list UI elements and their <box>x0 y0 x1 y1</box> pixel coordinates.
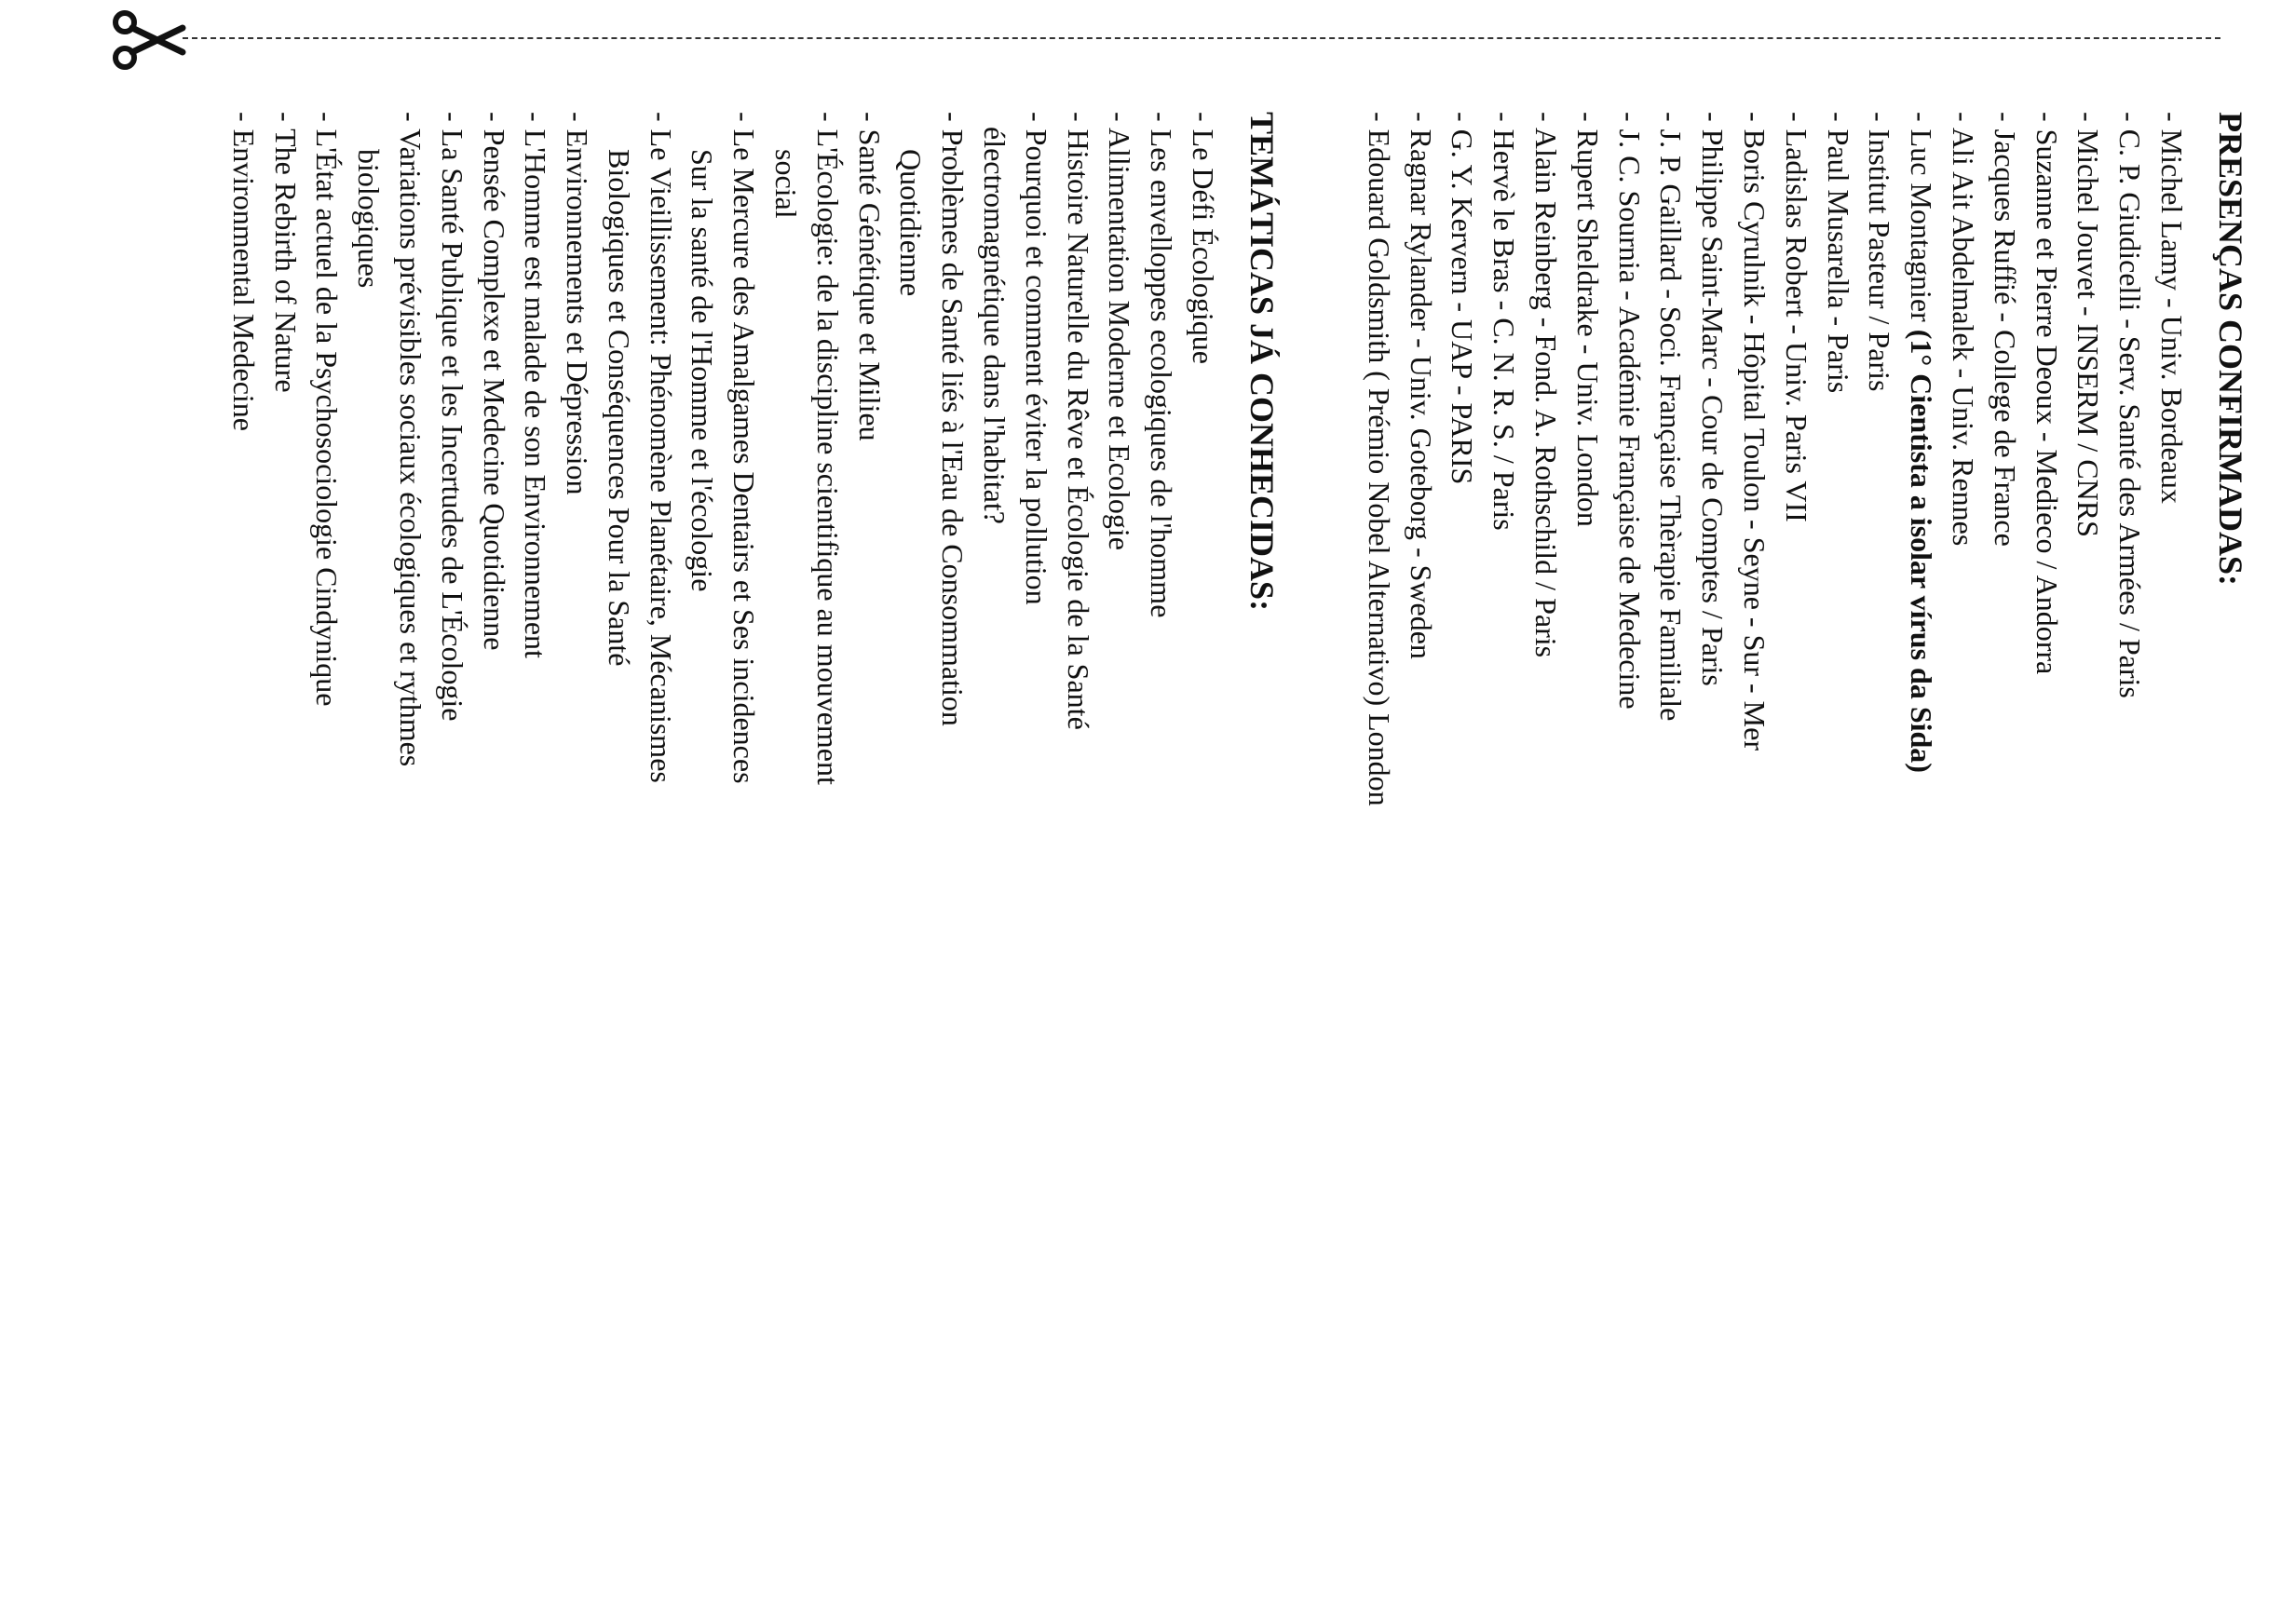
list-item: - Alain Reinberg - Fond. A. Rothschild / Paris <box>1529 112 1564 658</box>
list-item: - J. C. Sournia - Académie Française de Medecine <box>1612 112 1647 710</box>
scissors-icon <box>112 7 186 73</box>
section-gap <box>1285 112 1358 1564</box>
list-item: électromagnétique dans l'habitat? <box>978 112 1012 524</box>
list-item: - Paul Musarella - Paris <box>1821 112 1855 394</box>
tematicas-list <box>223 112 1224 1564</box>
list-item: - The Rebirth of Nature <box>268 112 303 393</box>
list-item: - Rupert Sheldrake - Univ. London <box>1570 112 1605 527</box>
list-item: - Ali Ait Abdelmalek - Univ. Rennes <box>1947 112 1981 547</box>
presencas-title: PRESENÇAS CONFIRMADAS: <box>2212 112 2249 587</box>
list-item: Sur la santé de l'Homme et l'écologie <box>686 112 720 592</box>
montagnier-note: (1° Cientista a isolar vírus da Sida) <box>1905 329 1939 773</box>
list-item: - La Santé Publique et les Incertudes de L'Écologie <box>435 112 469 722</box>
list-item: - Suzanne et Pierre Deoux - Medieco / Andorra <box>2030 112 2064 675</box>
list-item: - Histoire Naturelle du Rêve et Écologie de la Santé <box>1061 112 1095 730</box>
list-item: - Ragnar Rylander - Univ. Goteborg - Sweden <box>1404 112 1438 659</box>
list-item: - Pensée Complexe et Medecine Quotidienne <box>477 112 511 651</box>
list-item: Biologiques et Conséquences Pour la Santé <box>602 112 636 667</box>
list-item-montagnier <box>1900 112 1942 1564</box>
list-item: - Boris Cyrulnik - Hôpital Toulon - Seyne - Sur - Mer <box>1738 112 1772 751</box>
list-item: - Institut Pasteur / Paris <box>1863 112 1897 392</box>
list-item: - Le Mercure des Amalgames Dentairs et Ses incidences <box>727 112 762 784</box>
montagnier-name: - Luc Montagnier <box>1905 112 1939 330</box>
list-item: - L'Homme est malade de son Environnement <box>519 112 553 658</box>
cut-line <box>183 37 2220 39</box>
document-page <box>93 112 2254 1564</box>
list-item: - L'Écologie: de la discipline scientifique au mouvement <box>810 112 845 785</box>
list-item: - Variations prévisibles sociaux écologiques et rythmes <box>393 112 428 767</box>
list-item: - L'État actuel de la Psychosociologie Cindynique <box>310 112 345 707</box>
list-item: - Jacques Ruffié - College de France <box>1988 112 2022 547</box>
list-item: - Problèmes de Santé liés à l'Eau de Consommation <box>936 112 971 726</box>
list-item: - C. P. Giudicelli - Serv. Santé des Armées / Paris <box>2113 112 2148 698</box>
list-item: - Le Vieillissement: Phénomène Planétaire, Mécanismes <box>644 112 678 783</box>
list-item: - G. Y. Kervern - UAP - PARIS <box>1446 112 1480 485</box>
list-item: - Hervè le Bras - C. N. R. S. / Paris <box>1487 112 1522 531</box>
list-item: - Michel Jouvet - INSERM / CNRS <box>2071 112 2106 537</box>
list-item: - Environnements et Dépression <box>561 112 595 495</box>
list-item: - Les envelloppes ecologiques de l'homme <box>1145 112 1179 618</box>
list-item: - Allimentation Moderne et Ecologie <box>1103 112 1137 550</box>
list-item: biologiques <box>352 112 387 289</box>
tematicas-section <box>223 112 1285 1564</box>
list-item: - Philippe Saint-Marc - Cour de Comptes / Paris <box>1696 112 1731 686</box>
list-item: - Pourquoi et comment éviter la pollution <box>1019 112 1053 605</box>
list-item: - Santé Génétique et Milieu <box>852 112 887 441</box>
list-item: - Le Défi Écologique <box>1187 112 1221 364</box>
presencas-list <box>1358 112 2193 1564</box>
list-item: social <box>769 112 804 219</box>
list-item: - Environmental Medecine <box>226 112 261 431</box>
list-item: - Michel Lamy - Univ. Bordeaux <box>2155 112 2189 504</box>
list-item: - Ladislas Robert - Univ. Paris VII <box>1779 112 1813 522</box>
list-item: - J. P. Gaillard - Soci. Française Thèrapie Familiale <box>1654 112 1689 722</box>
presencas-section <box>1358 112 2254 1564</box>
list-item: Quotidienne <box>894 112 929 297</box>
tematicas-title: TEMÁTICAS JÁ CONHECIDAS: <box>1243 112 1282 612</box>
list-item: - Edouard Goldsmith ( Prémio Nobel Alternativo) London <box>1362 112 1396 806</box>
